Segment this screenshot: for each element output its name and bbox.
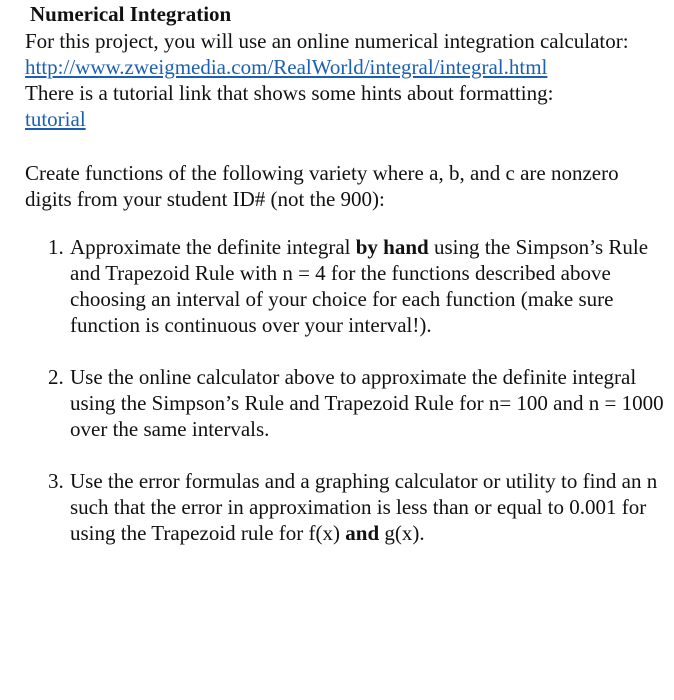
step-text-bold: and (345, 521, 380, 545)
intro-text (25, 28, 665, 132)
step-text-bold: by hand (355, 235, 429, 259)
spacer (25, 132, 665, 160)
step-number: 2. (48, 365, 64, 389)
tutorial-link[interactable]: tutorial (25, 107, 86, 131)
list-item (25, 468, 665, 546)
page-title: Numerical Integration (30, 2, 232, 26)
steps-list (25, 234, 665, 546)
list-item (25, 234, 665, 338)
list-item (25, 364, 665, 442)
step-text-post: using the Simpson’s Rule and Trapezoid Rule with n = 4 for the functions described above choosing an interval of your choice for each function (make sure function is continuous over your interval!). (70, 235, 649, 337)
step-text-pre: Approximate the definite integral (70, 235, 356, 259)
task-intro: Create functions of the following variety where a, b, and c are nonzero digits from your student ID# (not the 900): (25, 161, 619, 211)
step-text-post: g(x). (379, 521, 425, 545)
step-text-pre: Use the error formulas and a graphing calculator or utility to find an n such that the error in approximation is less than or equal to 0.001 for using the Trapezoid rule for f(x) (70, 469, 658, 545)
calculator-link[interactable]: http://www.zweigmedia.com/RealWorld/integral/integral.html (25, 55, 548, 79)
step-number: 1. (48, 235, 64, 259)
step-text: Use the online calculator above to approximate the definite integral using the Simpson’s Rule and Trapezoid Rule for n= 100 and n = 1000 over the same intervals. (70, 365, 664, 441)
step-number: 3. (48, 469, 64, 493)
document-body (25, 0, 665, 546)
tutorial-sentence: There is a tutorial link that shows some hints about formatting: (25, 81, 554, 105)
intro-sentence: For this project, you will use an online numerical integration calculator: (25, 29, 629, 53)
